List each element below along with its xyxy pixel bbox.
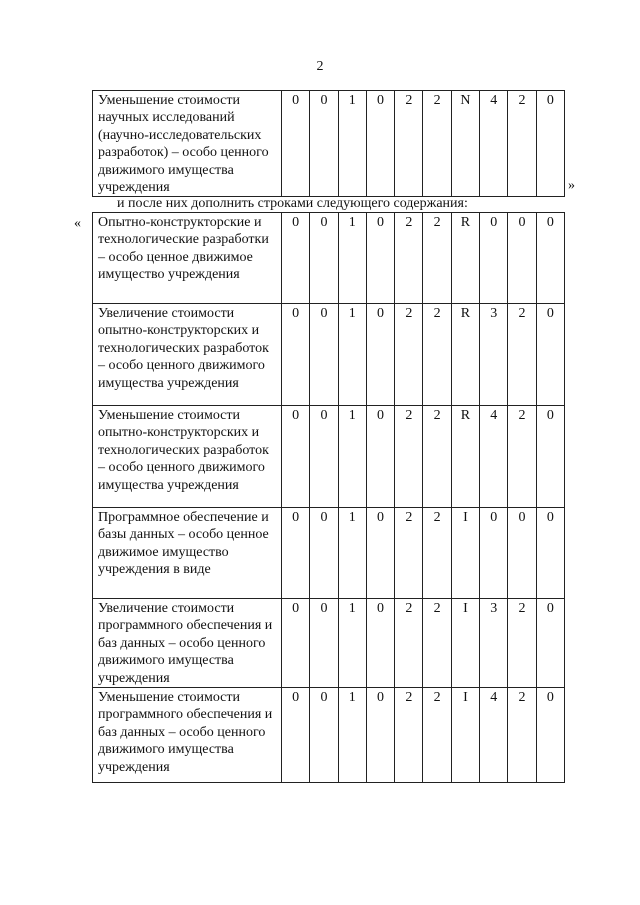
- code-cell: 0: [310, 688, 338, 783]
- code-cell: 4: [480, 91, 508, 197]
- code-cell: 0: [536, 688, 564, 783]
- code-cell: 2: [423, 508, 451, 599]
- table-row: [93, 688, 565, 783]
- code-cell: 0: [366, 406, 394, 508]
- code-cell: 0: [282, 599, 310, 688]
- code-cell: R: [451, 213, 479, 304]
- code-cell: 0: [480, 213, 508, 304]
- code-cell: 0: [310, 213, 338, 304]
- code-cell: 0: [310, 508, 338, 599]
- previous-code-table: [92, 90, 565, 197]
- code-cell: 0: [310, 599, 338, 688]
- code-cell: 3: [480, 599, 508, 688]
- code-cell: 1: [338, 406, 366, 508]
- row-description: Увеличение стоимости программного обеспечения и баз данных – особо ценного движимого имущества учреждения: [93, 599, 282, 688]
- code-cell: 0: [366, 213, 394, 304]
- code-cell: I: [451, 688, 479, 783]
- row-description: Опытно-конструкторские и технологические разработки – особо ценное движимое имущество учреждения: [93, 213, 282, 304]
- code-cell: 0: [310, 406, 338, 508]
- code-cell: R: [451, 304, 479, 406]
- table-row: [93, 508, 565, 599]
- code-cell: 2: [423, 406, 451, 508]
- code-cell: 0: [282, 91, 310, 197]
- code-cell: 1: [338, 304, 366, 406]
- code-cell: 2: [508, 688, 536, 783]
- table-row: [93, 406, 565, 508]
- code-cell: 0: [366, 599, 394, 688]
- code-cell: 1: [338, 688, 366, 783]
- code-cell: 2: [395, 213, 423, 304]
- code-cell: 2: [423, 599, 451, 688]
- code-cell: 2: [395, 406, 423, 508]
- code-cell: 0: [508, 213, 536, 304]
- code-cell: 2: [423, 688, 451, 783]
- code-cell: 0: [536, 91, 564, 197]
- code-cell: 2: [508, 599, 536, 688]
- code-cell: 1: [338, 508, 366, 599]
- new-code-table: [92, 212, 565, 783]
- row-description: Уменьшение стоимости программного обеспечения и баз данных – особо ценного движимого имущества учреждения: [93, 688, 282, 783]
- code-cell: 1: [338, 213, 366, 304]
- code-cell: 1: [338, 91, 366, 197]
- code-cell: 2: [395, 91, 423, 197]
- code-cell: 2: [395, 304, 423, 406]
- code-cell: I: [451, 599, 479, 688]
- code-cell: 2: [508, 304, 536, 406]
- code-cell: 0: [366, 304, 394, 406]
- code-cell: 0: [480, 508, 508, 599]
- code-cell: 3: [480, 304, 508, 406]
- code-cell: 0: [366, 688, 394, 783]
- code-cell: I: [451, 508, 479, 599]
- code-cell: 2: [508, 91, 536, 197]
- code-cell: 4: [480, 688, 508, 783]
- code-cell: 0: [282, 406, 310, 508]
- code-cell: 0: [366, 508, 394, 599]
- code-cell: 2: [508, 406, 536, 508]
- row-description: Программное обеспечение и базы данных – особо ценное движимое имущество учреждения в виде: [93, 508, 282, 599]
- code-cell: 2: [423, 213, 451, 304]
- table-row: [93, 599, 565, 688]
- closing-quote: »: [568, 178, 575, 193]
- code-cell: 0: [282, 213, 310, 304]
- code-cell: 0: [536, 213, 564, 304]
- code-cell: 2: [395, 688, 423, 783]
- code-cell: 0: [310, 91, 338, 197]
- row-description: Увеличение стоимости опытно-конструкторских и технологических разработок – особо ценного движимого имущества учреждения: [93, 304, 282, 406]
- code-cell: 0: [508, 508, 536, 599]
- code-cell: 2: [395, 599, 423, 688]
- table-row: [93, 213, 565, 304]
- code-cell: 2: [423, 91, 451, 197]
- page-number: 2: [316, 59, 324, 74]
- code-cell: 0: [536, 599, 564, 688]
- addition-instruction: и после них дополнить строками следующего содержания:: [117, 196, 468, 211]
- code-cell: 4: [480, 406, 508, 508]
- code-cell: R: [451, 406, 479, 508]
- code-cell: 0: [282, 688, 310, 783]
- row-description: Уменьшение стоимости научных исследований (научно-исследовательских разработок) – особо ценного движимого имущества учреждения: [93, 91, 282, 197]
- code-cell: 0: [536, 508, 564, 599]
- code-cell: N: [451, 91, 479, 197]
- code-cell: 2: [395, 508, 423, 599]
- row-description: Уменьшение стоимости опытно-конструкторских и технологических разработок – особо ценного движимого имущества учреждения: [93, 406, 282, 508]
- table-row: [93, 304, 565, 406]
- code-cell: 0: [282, 304, 310, 406]
- code-cell: 0: [536, 406, 564, 508]
- opening-quote: «: [74, 216, 81, 231]
- table-row: [93, 91, 565, 197]
- code-cell: 0: [310, 304, 338, 406]
- code-cell: 0: [366, 91, 394, 197]
- code-cell: 0: [536, 304, 564, 406]
- code-cell: 1: [338, 599, 366, 688]
- code-cell: 0: [282, 508, 310, 599]
- code-cell: 2: [423, 304, 451, 406]
